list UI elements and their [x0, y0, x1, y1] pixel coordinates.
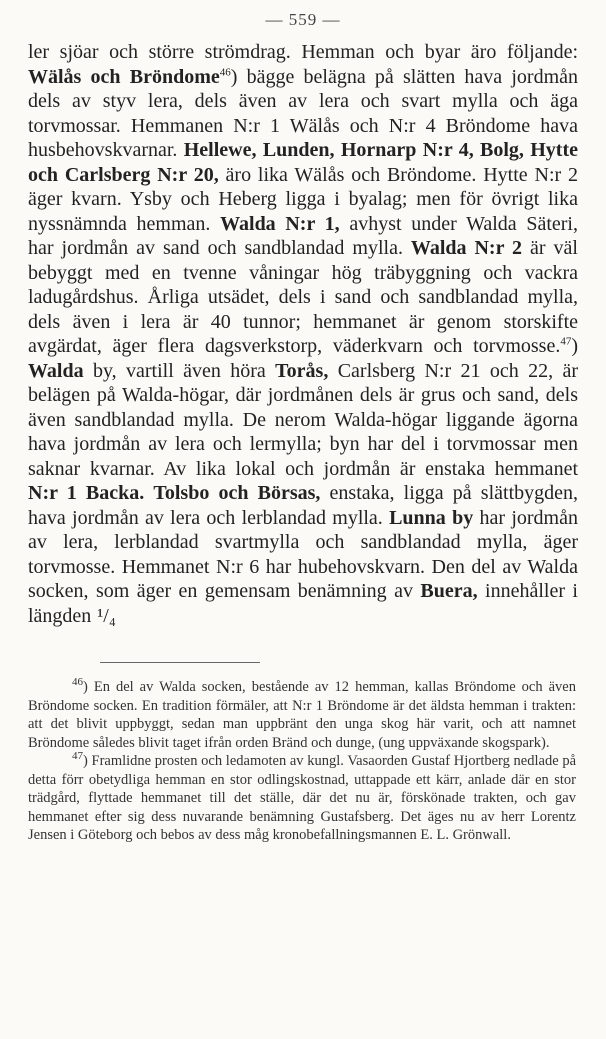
body-text-segment: Carlsberg N:r 21 och 22, är belägen på Walda-högar, där jordmånen dels är grus och sand, dels även sandblandad mylla. De nerom Walda-högar liggande ägorna hava jordmån av lera och lermylla; byn har del i torvmossar men saknar kvarnar. Av lika lokal och jordmån är enstaka hemmanet	[28, 359, 579, 480]
body-text-segment: enstaka, ligga på slättbygden, hava jordmån av lera och lerblandad mylla.	[28, 482, 578, 529]
body-text-segment: är väl bebyggt med en tvenne våningar hög träbyggning och vackra ladugårdshus. Årliga utsädet, dels i sand och sandblandad mylla, dels även i lera är 40 tunnor; hemmanet är genom storskifte avgärdat, äger flera dagsverkstorp, väderkvarn och torvmosse.	[28, 237, 578, 357]
footnotes	[28, 678, 576, 845]
place-name-buera: Buera,	[420, 580, 478, 602]
body-text-segment: )	[571, 335, 578, 357]
body-text-segment: äro lika Wälås och Bröndome. Hytte N:r 2 äger kvarn. Ysby och Heberg ligga i byalag; men för övrigt lika nyssnämnda hemman.	[28, 163, 579, 235]
body-text-segment: avhyst under Walda Säteri, har jordmån av sand och sandblandad mylla.	[28, 212, 578, 259]
footnote-46	[28, 678, 576, 752]
place-name-toras: Torås,	[275, 359, 329, 382]
footnote-ref-46[interactable]: 46	[219, 65, 231, 78]
place-name-walas-brondome: Wälås och Bröndome	[28, 65, 220, 88]
place-name-hellewe-group: Hellewe, Lunden, Hornarp N:r 4, Bolg, Hytte och Carlsberg N:r 20,	[28, 139, 578, 186]
body-text-segment: ler sjöar och större strömdrag. Hemman och byar äro följande:	[28, 41, 578, 63]
footnote-divider	[100, 662, 260, 663]
body-text-segment: innehåller i längden ¹/₄	[28, 580, 578, 627]
body-text-segment	[144, 482, 153, 504]
footnote-ref-47[interactable]: 47	[560, 335, 572, 348]
body-text-segment: har jordmån av lera, lerblandad svartmylla och sandblandad mylla, äger torvmosse. Hemmanet N:r 6 har hubehovskvarn. Den del av Walda socken, som äger en gemensam benämning av	[28, 506, 578, 602]
place-name-tolsbo-borsas: Tolsbo och Börsas,	[153, 482, 321, 504]
place-name-walda-1: Walda N:r 1,	[220, 212, 340, 235]
footnote-marker: 47	[72, 750, 83, 763]
footnote-marker: 46	[72, 676, 83, 689]
place-name-walda-by: Walda	[28, 359, 84, 382]
body-text-segment: by, vartill även höra	[83, 359, 276, 382]
page-number: — 559 —	[265, 10, 341, 29]
footnote-text: ) Framlidne prosten och ledamoten av kungl. Vasaorden Gustaf Hjortberg nedlade på detta förr obetydliga hemman en stor odlingskostnad, uttappade ett kärr, anlade där en stor trädgård, flyttade hemmanet till det ställe, där det nu är, förskönade trakten, och gav hemmanet efter sig dess nuvarande benämning Gustafsberg. Det äges nu av herr Lorentz Jensen i Göteborg och bebos av dess måg kronobefallningsmannen E. L. Grönwall.	[28, 753, 576, 843]
footnote-47	[28, 752, 576, 845]
body-text	[28, 40, 578, 628]
place-name-lunna: Lunna by	[389, 506, 474, 529]
body-text-segment: ) bägge belägna på slätten hava jordmån dels av styv lera, dels även av lera och svart mylla och äga torvmossar. Hemmanen N:r 1 Wälås och N:r 4 Bröndome hava husbehovskvarnar.	[28, 65, 578, 161]
place-name-walda-2: Walda N:r 2	[410, 237, 523, 259]
place-name-backa: N:r 1 Backa.	[28, 482, 145, 504]
footnote-text: ) En del av Walda socken, bestående av 12 hemman, kallas Bröndome och även Bröndome socken. En tradition förmäler, att N:r 1 Bröndome är det äldsta hemman i trakten: att det blivit uppbyggt, sedan man uppbränt den unga skog här varit, och att namnet Bröndome således blivit taget ifrån orden Bränd och dunge, (ung uppväxande skogspark).	[28, 679, 576, 751]
